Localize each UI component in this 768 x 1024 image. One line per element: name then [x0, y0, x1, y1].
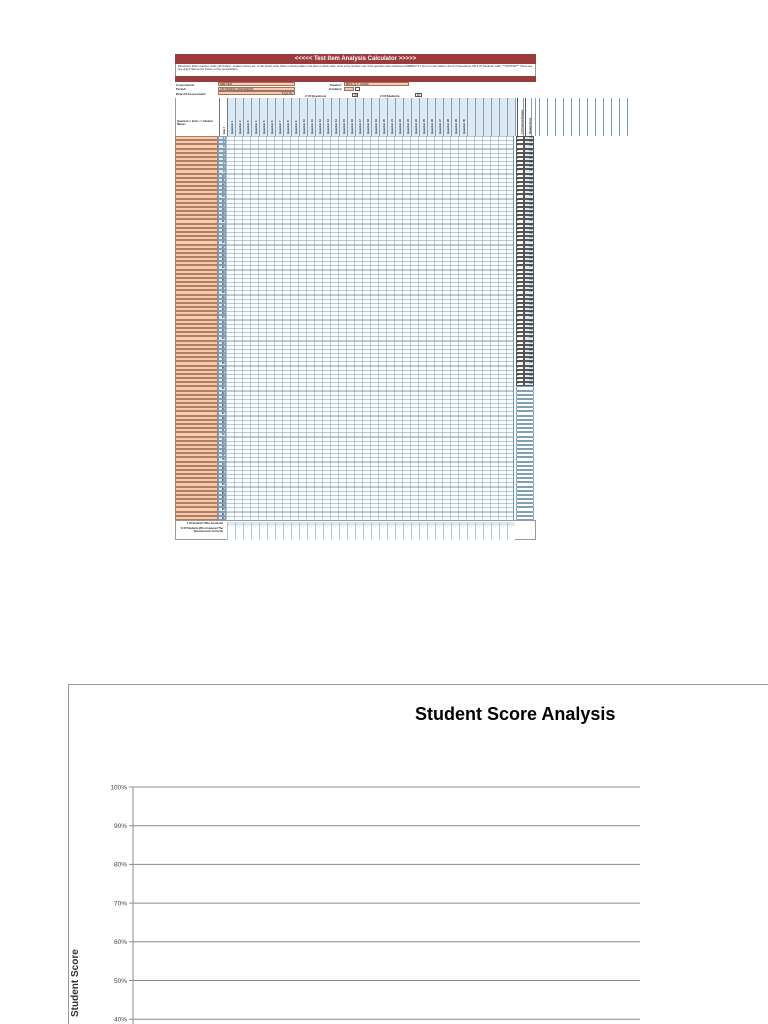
student-score-header: Student Score	[525, 98, 535, 136]
footer-answered-label: # Of Students Who Answered	[186, 522, 223, 525]
student-score-cell: 0%	[524, 199, 534, 203]
row-number-cell: 45	[218, 320, 226, 324]
correct-count-cell: 0	[516, 286, 524, 290]
correct-count-cell: 0	[516, 336, 524, 340]
correct-count-cell: 0	[516, 203, 524, 207]
row-number-cell: 82	[218, 474, 226, 478]
num-questions-value: 35	[354, 94, 357, 97]
row-number-cell: 36	[218, 282, 226, 286]
student-score-cell: 0%	[524, 190, 534, 194]
student-score-cell: 0%	[524, 303, 534, 307]
row-number-cell: 88	[218, 499, 226, 503]
question-header: Question 2	[236, 98, 244, 136]
row-number-cell: 70	[218, 424, 226, 428]
student-score-cell: 0%	[524, 299, 534, 303]
row-number-cell: 84	[218, 482, 226, 486]
question-header: Question 22	[396, 98, 404, 136]
row-number-cell: 14	[218, 190, 226, 194]
student-score-cell: 0%	[524, 136, 534, 140]
student-score-cell: 0%	[524, 253, 534, 257]
row-number-cell: 73	[218, 437, 226, 441]
question-header: Question 14	[332, 98, 340, 136]
student-score-cell: 0%	[524, 290, 534, 294]
correct-count-cell: 0	[516, 295, 524, 299]
correct-count-cell: 0	[516, 207, 524, 211]
correct-count-cell: 0	[516, 232, 524, 236]
row-number-cell: 50	[218, 341, 226, 345]
row-number-cell: 91	[218, 512, 226, 516]
correct-count-cell: 0	[516, 299, 524, 303]
correct-count-cell: 0	[516, 261, 524, 265]
row-number-cell: 7	[218, 161, 226, 165]
correct-count-cell: 0	[516, 174, 524, 178]
chart-y-tick-label: 100%	[110, 784, 127, 792]
row-number-cell: 39	[218, 295, 226, 299]
row-number-cell: 16	[218, 199, 226, 203]
row-number-cell: 74	[218, 441, 226, 445]
correct-count-cell: 0	[516, 157, 524, 161]
period-label: Period:	[176, 87, 187, 91]
correct-count-cell: 0	[516, 253, 524, 257]
student-score-cell: 0%	[524, 311, 534, 315]
row-number-cell: 23	[218, 228, 226, 232]
row-number-cell: 67	[218, 411, 226, 415]
correct-count-cell: 0	[516, 236, 524, 240]
row-number-cell: 56	[218, 366, 226, 370]
correct-count-cell: 0	[516, 165, 524, 169]
row-number-cell: 57	[218, 370, 226, 374]
date-field[interactable]: 6-Jun-16	[218, 91, 295, 95]
chart-y-tick-label: 60%	[113, 939, 127, 947]
row-number-cell: 65	[218, 403, 226, 407]
correct-count-cell: 0	[516, 149, 524, 153]
row-number-cell: 44	[218, 315, 226, 319]
student-score-cell: 0%	[524, 207, 534, 211]
row-number-cell: 46	[218, 324, 226, 328]
row-number-cell: 58	[218, 374, 226, 378]
correct-count-cell: 0	[516, 182, 524, 186]
row-number-cell: 3	[218, 144, 226, 148]
question-header: Question 16	[348, 98, 356, 136]
correct-count-cell: 0	[516, 224, 524, 228]
student-score-cell: 0%	[524, 270, 534, 274]
row-number-cell: 12	[218, 182, 226, 186]
correct-count-cell: 0	[516, 361, 524, 365]
question-header: Question 30	[460, 98, 468, 136]
student-score-cell: 0%	[524, 224, 534, 228]
student-score-cell: 0%	[524, 257, 534, 261]
correct-count-cell: 0	[516, 315, 524, 319]
row-number-cell: 72	[218, 432, 226, 436]
row-number-cell: 28	[218, 249, 226, 253]
student-score-cell: 0%	[524, 328, 534, 332]
row-number-cell: 54	[218, 357, 226, 361]
row-number-cell: 25	[218, 236, 226, 240]
row-number-cell: 21	[218, 219, 226, 223]
correct-count-cell: 0	[516, 282, 524, 286]
correct-count-cell: 0	[516, 374, 524, 378]
correct-count-cell: 0	[516, 161, 524, 165]
correct-count-cell: 0	[516, 219, 524, 223]
row-number-cell: 48	[218, 332, 226, 336]
student-score-cell: 0%	[524, 295, 534, 299]
correct-count-cell: 0	[516, 370, 524, 374]
row-number-cell: 37	[218, 286, 226, 290]
row-number-cell: 47	[218, 328, 226, 332]
student-score-cell: 0%	[524, 178, 534, 182]
row-number-cell: 53	[218, 353, 226, 357]
row-number-cell: 80	[218, 466, 226, 470]
question-header: Question 4	[252, 98, 260, 136]
correct-count-cell: 0	[516, 249, 524, 253]
question-header: Question 23	[404, 98, 412, 136]
row-number-cell: 90	[218, 507, 226, 511]
student-score-cell: 0%	[524, 211, 534, 215]
item-number-header: Item #	[219, 98, 227, 136]
correct-count-cell: 0	[516, 257, 524, 261]
student-score-cell: 0%	[524, 249, 534, 253]
student-score-cell: 0%	[524, 370, 534, 374]
student-score-cell: 0%	[524, 144, 534, 148]
question-header: Question 18	[364, 98, 372, 136]
student-score-cell: 0%	[524, 219, 534, 223]
row-number-cell: 34	[218, 274, 226, 278]
date-label: Date Of Assessment:	[176, 92, 207, 96]
question-header: Question 6	[268, 98, 276, 136]
student-score-cell: 0%	[524, 194, 534, 198]
correct-count-cell: 0	[516, 341, 524, 345]
question-header: Question 19	[372, 98, 380, 136]
student-score-cell: 0%	[524, 232, 534, 236]
correct-count-cell: 0	[516, 307, 524, 311]
student-score-cell: 0%	[524, 265, 534, 269]
student-score-cell: 0%	[524, 236, 534, 240]
question-header: Question 13	[324, 98, 332, 136]
correct-count-cell: 0	[516, 345, 524, 349]
student-score-cell: 0%	[524, 182, 534, 186]
row-number-cell: 30	[218, 257, 226, 261]
row-number-cell: 19	[218, 211, 226, 215]
student-score-cell: 0%	[524, 282, 534, 286]
correct-count-cell: 0	[516, 194, 524, 198]
student-score-cell: 0%	[524, 149, 534, 153]
row-number-cell: 20	[218, 215, 226, 219]
student-score-cell: 0%	[524, 274, 534, 278]
row-number-cell: 2	[218, 140, 226, 144]
student-score-cell: 0%	[524, 228, 534, 232]
question-header: Question 5	[260, 98, 268, 136]
row-number-cell: 62	[218, 391, 226, 395]
correct-count-cell: 0	[516, 190, 524, 194]
correct-count-cell: 0	[516, 136, 524, 140]
row-number-cell: 24	[218, 232, 226, 236]
row-number-cell: 85	[218, 487, 226, 491]
grades-label: Grade(s):	[328, 87, 342, 91]
row-number-cell: 27	[218, 245, 226, 249]
student-score-cell: 0%	[524, 324, 534, 328]
correct-count-cell: 0	[516, 357, 524, 361]
sheet-title: <<<<< Test Item Analysis Calculator >>>>>	[175, 54, 536, 64]
correct-count-cell: 0	[516, 324, 524, 328]
correct-count-cell: 0	[516, 353, 524, 357]
chart-y-tick-label: 70%	[113, 900, 127, 908]
row-number-cell: 66	[218, 407, 226, 411]
correct-count-cell: 0	[516, 332, 524, 336]
row-number-cell: 87	[218, 495, 226, 499]
row-number-cell: 29	[218, 253, 226, 257]
student-score-cell: 0%	[524, 240, 534, 244]
row-number-cell: 10	[218, 174, 226, 178]
row-number-cell: 52	[218, 349, 226, 353]
row-number-cell: 69	[218, 420, 226, 424]
row-number-cell: 26	[218, 240, 226, 244]
correct-count-cell: 0	[516, 320, 524, 324]
question-header: Question 29	[452, 98, 460, 136]
question-header: Question 26	[428, 98, 436, 136]
chart-y-tick-label: 90%	[113, 823, 127, 830]
student-score-cell: 0%	[524, 186, 534, 190]
row-number-cell: 8	[218, 165, 226, 169]
correct-count-cell: 0	[516, 215, 524, 219]
correct-count-cell: 0	[516, 366, 524, 370]
student-score-cell: 0%	[524, 140, 534, 144]
correct-count-cell: 0	[516, 328, 524, 332]
row-number-cell: 41	[218, 303, 226, 307]
correct-count-cell: 0	[516, 153, 524, 157]
assessment-label: Assessment:	[176, 82, 195, 87]
row-number-cell: 13	[218, 186, 226, 190]
chart-y-tick-label: 80%	[113, 861, 127, 869]
question-header: Question 21	[388, 98, 396, 136]
question-header: Question 1	[228, 98, 236, 136]
correct-count-cell: 0	[516, 199, 524, 203]
row-number-cell: 71	[218, 428, 226, 432]
row-number-cell: 35	[218, 278, 226, 282]
student-score-cell: 0%	[524, 315, 534, 319]
question-header: Question 20	[380, 98, 388, 136]
row-number-cell: 78	[218, 457, 226, 461]
row-number-cell: 22	[218, 224, 226, 228]
chart-title: Student Score Analysis	[415, 704, 616, 724]
row-number-cell: 18	[218, 207, 226, 211]
chart-y-axis-label: Student Score	[70, 949, 81, 1017]
student-score-cell: 0%	[524, 366, 534, 370]
correct-count-cell: 0	[516, 311, 524, 315]
student-score-cell: 0%	[524, 157, 534, 161]
question-header: Question 24	[412, 98, 420, 136]
student-score-cell: 0%	[524, 353, 534, 357]
correct-count-cell: 0	[516, 178, 524, 182]
row-number-cell: 49	[218, 336, 226, 340]
question-header: Question 12	[316, 98, 324, 136]
student-score-cell: 0%	[524, 278, 534, 282]
correct-count-cell: 0	[516, 211, 524, 215]
row-number-cell: 63	[218, 395, 226, 399]
row-number-cell: 5	[218, 153, 226, 157]
row-number-cell: 81	[218, 470, 226, 474]
row-number-cell: 76	[218, 449, 226, 453]
row-number-cell: 59	[218, 378, 226, 382]
corner-label: Questions / Items >> Student Names	[177, 120, 213, 127]
teacher-field[interactable]: MR/S. S. T. JONES	[344, 82, 409, 86]
row-number-cell: 17	[218, 203, 226, 207]
correct-count-cell: 0	[516, 228, 524, 232]
row-number-cell: 83	[218, 478, 226, 482]
question-header: Question 9	[292, 98, 300, 136]
row-number-cell: 68	[218, 416, 226, 420]
row-number-cell: 55	[218, 361, 226, 365]
row-number-cell: 32	[218, 265, 226, 269]
row-number-cell: 11	[218, 178, 226, 182]
student-score-cell: 0%	[524, 261, 534, 265]
student-score-cell: 0%	[524, 336, 534, 340]
num-students-label: # Of Students	[380, 94, 400, 98]
student-score-cell: 0%	[524, 165, 534, 169]
correct-count-cell: 0	[516, 303, 524, 307]
question-header: Question 27	[436, 98, 444, 136]
correct-count-cell: 0	[516, 140, 524, 144]
chart-y-tick-label: 40%	[113, 1016, 127, 1024]
row-number-cell: 42	[218, 307, 226, 311]
assessment-field[interactable]: PRE TEST	[218, 82, 295, 86]
correct-count-cell: 0	[516, 240, 524, 244]
question-header: Question 17	[356, 98, 364, 136]
row-number-cell: 1	[218, 136, 226, 140]
row-number-cell: 6	[218, 157, 226, 161]
row-number-cell: 43	[218, 311, 226, 315]
period-field[interactable]: 1ST PERIOD / 2ND PERIOD	[218, 87, 295, 91]
correct-count-cell: 0	[516, 270, 524, 274]
row-number-cell: 31	[218, 261, 226, 265]
correct-count-cell: 0	[516, 378, 524, 382]
correct-count-cell: 0	[516, 382, 524, 386]
num-questions-label: # Of Questions	[305, 94, 327, 98]
correct-answers-header: # Of Correct Answers	[517, 98, 525, 136]
correct-count-cell: 0	[516, 245, 524, 249]
correct-count-cell: 0	[516, 169, 524, 173]
student-score-cell: 0%	[524, 174, 534, 178]
row-number-cell: 33	[218, 270, 226, 274]
row-number-cell: 60	[218, 382, 226, 386]
student-score-cell: 0%	[524, 169, 534, 173]
row-number-cell: 15	[218, 194, 226, 198]
teacher-label: Teacher:	[329, 82, 342, 87]
row-number-cell: 51	[218, 345, 226, 349]
student-score-cell: 0%	[524, 345, 534, 349]
student-score-cell: 0%	[524, 286, 534, 290]
student-score-cell: 0%	[524, 307, 534, 311]
correct-count-cell: 0	[516, 186, 524, 190]
correct-count-cell: 0	[516, 274, 524, 278]
student-score-cell: 0%	[524, 203, 534, 207]
student-score-cell: 0%	[524, 161, 534, 165]
student-score-cell: 0%	[524, 361, 534, 365]
row-number-cell: 92	[218, 516, 226, 520]
row-number-cell: 89	[218, 503, 226, 507]
question-header: Question 25	[420, 98, 428, 136]
student-score-cell: 0%	[524, 332, 534, 336]
student-score-cell: 0%	[524, 320, 534, 324]
student-score-cell: 0%	[524, 357, 534, 361]
student-score-cell: 0%	[524, 382, 534, 386]
sheet-directions: Directions: Enter teacher, class information, student names etc. in the brown cells. When entering data in the blue or white cells, enter a the number only if the question was answered CORRECTLY. Do not enter data in the # Of Questions OR # Of Students' cells. ***NOTICE*** There are two graph tabs at the bottom of the spreadsheet.	[175, 64, 536, 76]
correct-count-cell: 0	[516, 290, 524, 294]
student-score-cell: 0%	[524, 153, 534, 157]
row-number-cell: 79	[218, 462, 226, 466]
row-number-cell: 77	[218, 453, 226, 457]
row-number-cell: 38	[218, 290, 226, 294]
student-score-cell: 0%	[524, 215, 534, 219]
question-header: Question 10	[300, 98, 308, 136]
correct-count-cell: 0	[516, 144, 524, 148]
question-header: Question 3	[244, 98, 252, 136]
row-number-cell: 40	[218, 299, 226, 303]
row-number-cell: 75	[218, 445, 226, 449]
student-score-cell: 0%	[524, 374, 534, 378]
row-number-cell: 9	[218, 169, 226, 173]
question-header: Question 15	[340, 98, 348, 136]
question-header: Question 8	[284, 98, 292, 136]
question-header: Question 28	[444, 98, 452, 136]
correct-count-cell: 0	[516, 349, 524, 353]
row-number-cell: 64	[218, 399, 226, 403]
row-number-cell: 4	[218, 149, 226, 153]
correct-count-cell: 0	[516, 265, 524, 269]
row-number-cell: 61	[218, 386, 226, 390]
student-score-cell: 0%	[524, 349, 534, 353]
chart-y-tick-label: 50%	[113, 977, 127, 985]
question-header: Question 7	[276, 98, 284, 136]
num-students-value: 60	[415, 93, 422, 97]
row-number-cell: 86	[218, 491, 226, 495]
question-header: Question 11	[308, 98, 316, 136]
correct-count-cell: 0	[516, 278, 524, 282]
footer-percent-label: % Of Students Who Answered The Question Item Correctly	[180, 527, 223, 534]
student-score-cell: 0%	[524, 378, 534, 382]
student-score-cell: 0%	[524, 245, 534, 249]
student-score-cell: 0%	[524, 341, 534, 345]
